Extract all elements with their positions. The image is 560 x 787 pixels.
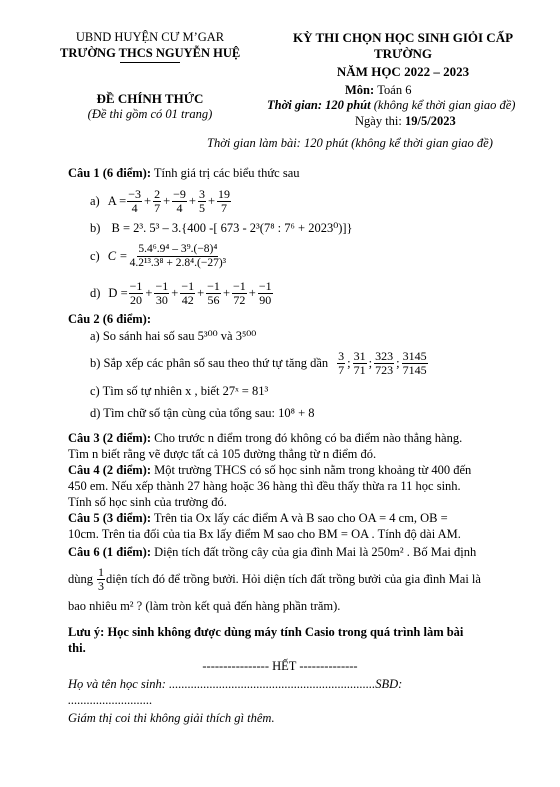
q2-title: Câu 2 (6 điểm): (68, 312, 151, 326)
q1-text: Tính giá trị các biểu thức sau (153, 166, 300, 180)
q2-b-fractions (336, 350, 428, 376)
q1-b (90, 220, 353, 236)
q1-a-prefix: A = (107, 193, 127, 208)
operator: ; (368, 355, 373, 370)
subject-value: Toán 6 (377, 83, 412, 97)
q4-text3: Tính số học sinh của trường đó. (68, 495, 227, 509)
official-label: ĐỀ CHÍNH THỨC (96, 91, 204, 106)
footer-dots: ........................... (68, 693, 153, 707)
fraction (153, 188, 161, 214)
exam-title-line2: TRƯỜNG (373, 45, 433, 61)
operator: ; (396, 355, 400, 370)
q4-text2: 450 em. Nếu xếp thành 27 hàng hoặc 36 hàng thì đều thấy thừa ra 11 học sinh. (68, 479, 461, 493)
q6-text2b: diện tích đó để trồng bưởi. Hỏi diện tích đất trồng bưởi của gia đình Mai là (106, 571, 481, 586)
q6-text3: bao nhiêu m² ? (làm tròn kết quả đến hàng phần trăm). (68, 599, 341, 613)
fraction-numerator: −1 (233, 278, 246, 293)
fraction (374, 350, 394, 376)
q1-b-label: b) (90, 221, 101, 235)
divider (120, 62, 180, 63)
q6-text2a: dùng (68, 571, 93, 586)
fraction (129, 280, 144, 306)
q1-a-expression (126, 188, 232, 214)
q6-title: Câu 6 (1 điểm): (68, 545, 151, 559)
q5-title: Câu 5 (3 điểm): (68, 511, 151, 525)
operator: + (145, 285, 153, 300)
q4-line1 (68, 463, 471, 478)
fraction-denominator: 56 (207, 292, 220, 307)
q1-c (90, 238, 228, 274)
q1-b-text: B = 2³. 5³ – 3.{400 -[ 673 - 2³(7⁸ : 7⁶ + 2023⁰)]} (111, 221, 353, 235)
school-name: TRƯỜNG THCS NGUYỄN HUỆ (60, 46, 241, 60)
fraction-denominator: 4 (131, 200, 138, 215)
fraction-numerator: 3 (338, 348, 345, 363)
q3-line1 (68, 431, 462, 446)
fraction-numerator: 3 (198, 186, 205, 201)
operator: + (188, 193, 196, 208)
fraction-denominator: 5 (198, 200, 205, 215)
fraction-numerator: −1 (258, 278, 272, 293)
time-row (267, 98, 515, 113)
fraction-denominator: 7 (154, 200, 161, 215)
date-value: 19/5/2023 (405, 114, 456, 128)
date-row (355, 114, 456, 129)
note-line2: thi. (68, 641, 86, 655)
pages-note: (Đề thi gồm có 01 trang) (87, 107, 213, 121)
operator: + (171, 285, 179, 300)
fraction (172, 188, 187, 214)
q1-d-label: d) (90, 285, 101, 300)
q1-c-fraction (129, 243, 228, 268)
fraction-denominator: 42 (181, 292, 194, 307)
q3-text1: Cho trước n điểm trong đó không có ba điểm nào thẳng hàng. (154, 431, 463, 445)
student-line: Họ và tên học sinh: ..................................................................SBD: (68, 677, 403, 691)
subject-label: Môn: (345, 83, 375, 97)
fraction-numerator: −9 (173, 186, 186, 201)
fraction (127, 188, 142, 214)
q1-heading (68, 166, 300, 181)
date-label: Ngày thi: (355, 114, 402, 128)
q2-b-text: b) Sắp xếp các phân số sau theo thứ tự tăng dần (90, 355, 329, 370)
q6-fraction (97, 566, 105, 592)
operator: + (248, 285, 256, 300)
fraction (337, 350, 345, 376)
fraction (154, 280, 169, 306)
q1-d-expression (128, 280, 274, 306)
q5-text2: 10cm. Trên tia đối của tia Bx lấy điểm M sao cho BM = OA . Tính độ dài AM. (68, 527, 461, 541)
fraction-numerator: 2 (154, 186, 161, 201)
q1-d-prefix: D = (108, 285, 128, 300)
q1-a (90, 184, 232, 218)
fraction-denominator: 30 (155, 292, 168, 307)
fraction-denominator: 723 (375, 362, 394, 377)
q2-c: c) Tìm số tự nhiên x , biết 27ˣ = 81³ (90, 384, 269, 398)
q1-c-denominator: 4.2¹³.3⁸ + 2.8⁴.(−27)³ (129, 256, 227, 269)
subject-row (345, 83, 411, 98)
q1-c-numerator: 5.4⁶.9⁴ – 3⁹.(−8)⁴ (138, 243, 218, 256)
exam-title-line1: KỲ THI CHỌN HỌC SINH GIỎI CẤP (292, 30, 514, 45)
fraction-numerator: 323 (375, 348, 394, 363)
q1-c-prefix: C = (107, 248, 128, 263)
operator: + (163, 193, 171, 208)
operator: ; (347, 355, 351, 370)
fraction (232, 280, 247, 306)
operator: + (222, 285, 230, 300)
fraction-denominator: 4 (176, 200, 183, 215)
school-year: NĂM HỌC 2022 – 2023 (336, 64, 470, 80)
fraction-numerator: −1 (181, 278, 195, 293)
fraction (353, 350, 367, 376)
exam-title (272, 30, 534, 80)
time-label: Thời gian: 120 phút (267, 98, 371, 112)
time-line: Thời gian làm bài: 120 phút (không kể thời gian giao đề) (207, 136, 493, 150)
q2-a: a) So sánh hai số sau 5³⁰⁰ và 3⁵⁰⁰ (90, 329, 257, 343)
q4-title: Câu 4 (2 điểm): (68, 463, 151, 477)
fraction (198, 188, 206, 214)
fraction (258, 280, 273, 306)
q3-title: Câu 3 (2 điểm): (68, 431, 151, 445)
q6-text1: Diện tích đất trồng cây của gia đình Mai là 250m² . Bố Mai định (154, 545, 477, 559)
fraction (180, 280, 195, 306)
q6-fraction-num: 1 (98, 564, 104, 579)
q6-line2 (68, 563, 481, 595)
fraction-denominator: 72 (233, 292, 246, 307)
q1-d (90, 276, 274, 310)
fraction-denominator: 90 (259, 292, 272, 307)
fraction-denominator: 71 (353, 362, 366, 377)
q3-text2: Tìm n biết rằng vẽ được tất cả 105 đường thẳng từ n điểm đó. (68, 447, 377, 461)
q4-text1: Một trường THCS có số học sinh nằm trong khoảng từ 400 đến (154, 463, 472, 477)
operator: + (197, 285, 205, 300)
note-line1: Lưu ý: Học sinh không được dùng máy tính Casio trong quá trình làm bài (68, 625, 464, 639)
q1-c-label: c) (90, 248, 100, 263)
fraction-numerator: −1 (129, 278, 143, 293)
time-note: (không kể thời gian giao đề) (373, 98, 516, 112)
q2-d: d) Tìm chữ số tận cùng của tổng sau: 10⁸ + 8 (90, 406, 315, 420)
q1-a-label: a) (90, 193, 100, 208)
header-left (60, 30, 240, 63)
fraction (402, 350, 428, 376)
operator: + (207, 193, 216, 208)
q6-fraction-den: 3 (98, 578, 104, 593)
fraction-denominator: 7 (221, 200, 228, 215)
fraction (206, 280, 221, 306)
fraction-numerator: 3145 (402, 348, 427, 363)
fraction (217, 188, 231, 214)
supervisor-note: Giám thị coi thi không giải thích gì thêm. (68, 711, 275, 725)
q1-title: Câu 1 (6 điểm): (68, 166, 151, 180)
fraction-numerator: −3 (128, 186, 142, 201)
operator: + (144, 193, 152, 208)
end-marker: ---------------- HẾT -------------- (202, 659, 358, 673)
fraction-denominator: 20 (130, 292, 143, 307)
q6-line1 (68, 545, 476, 560)
q5-text1: Trên tia Ox lấy các điểm A và B sao cho OA = 4 cm, OB = (153, 511, 448, 525)
fraction-numerator: 31 (353, 348, 366, 363)
q2-b (90, 346, 429, 380)
fraction-numerator: −1 (207, 278, 220, 293)
fraction-denominator: 7 (338, 362, 345, 377)
fraction-numerator: 19 (218, 186, 231, 201)
fraction-numerator: −1 (155, 278, 169, 293)
authority: UBND HUYỆN CƯ M’GAR (75, 30, 225, 44)
q5-line1 (68, 511, 448, 526)
fraction-denominator: 7145 (402, 362, 427, 377)
